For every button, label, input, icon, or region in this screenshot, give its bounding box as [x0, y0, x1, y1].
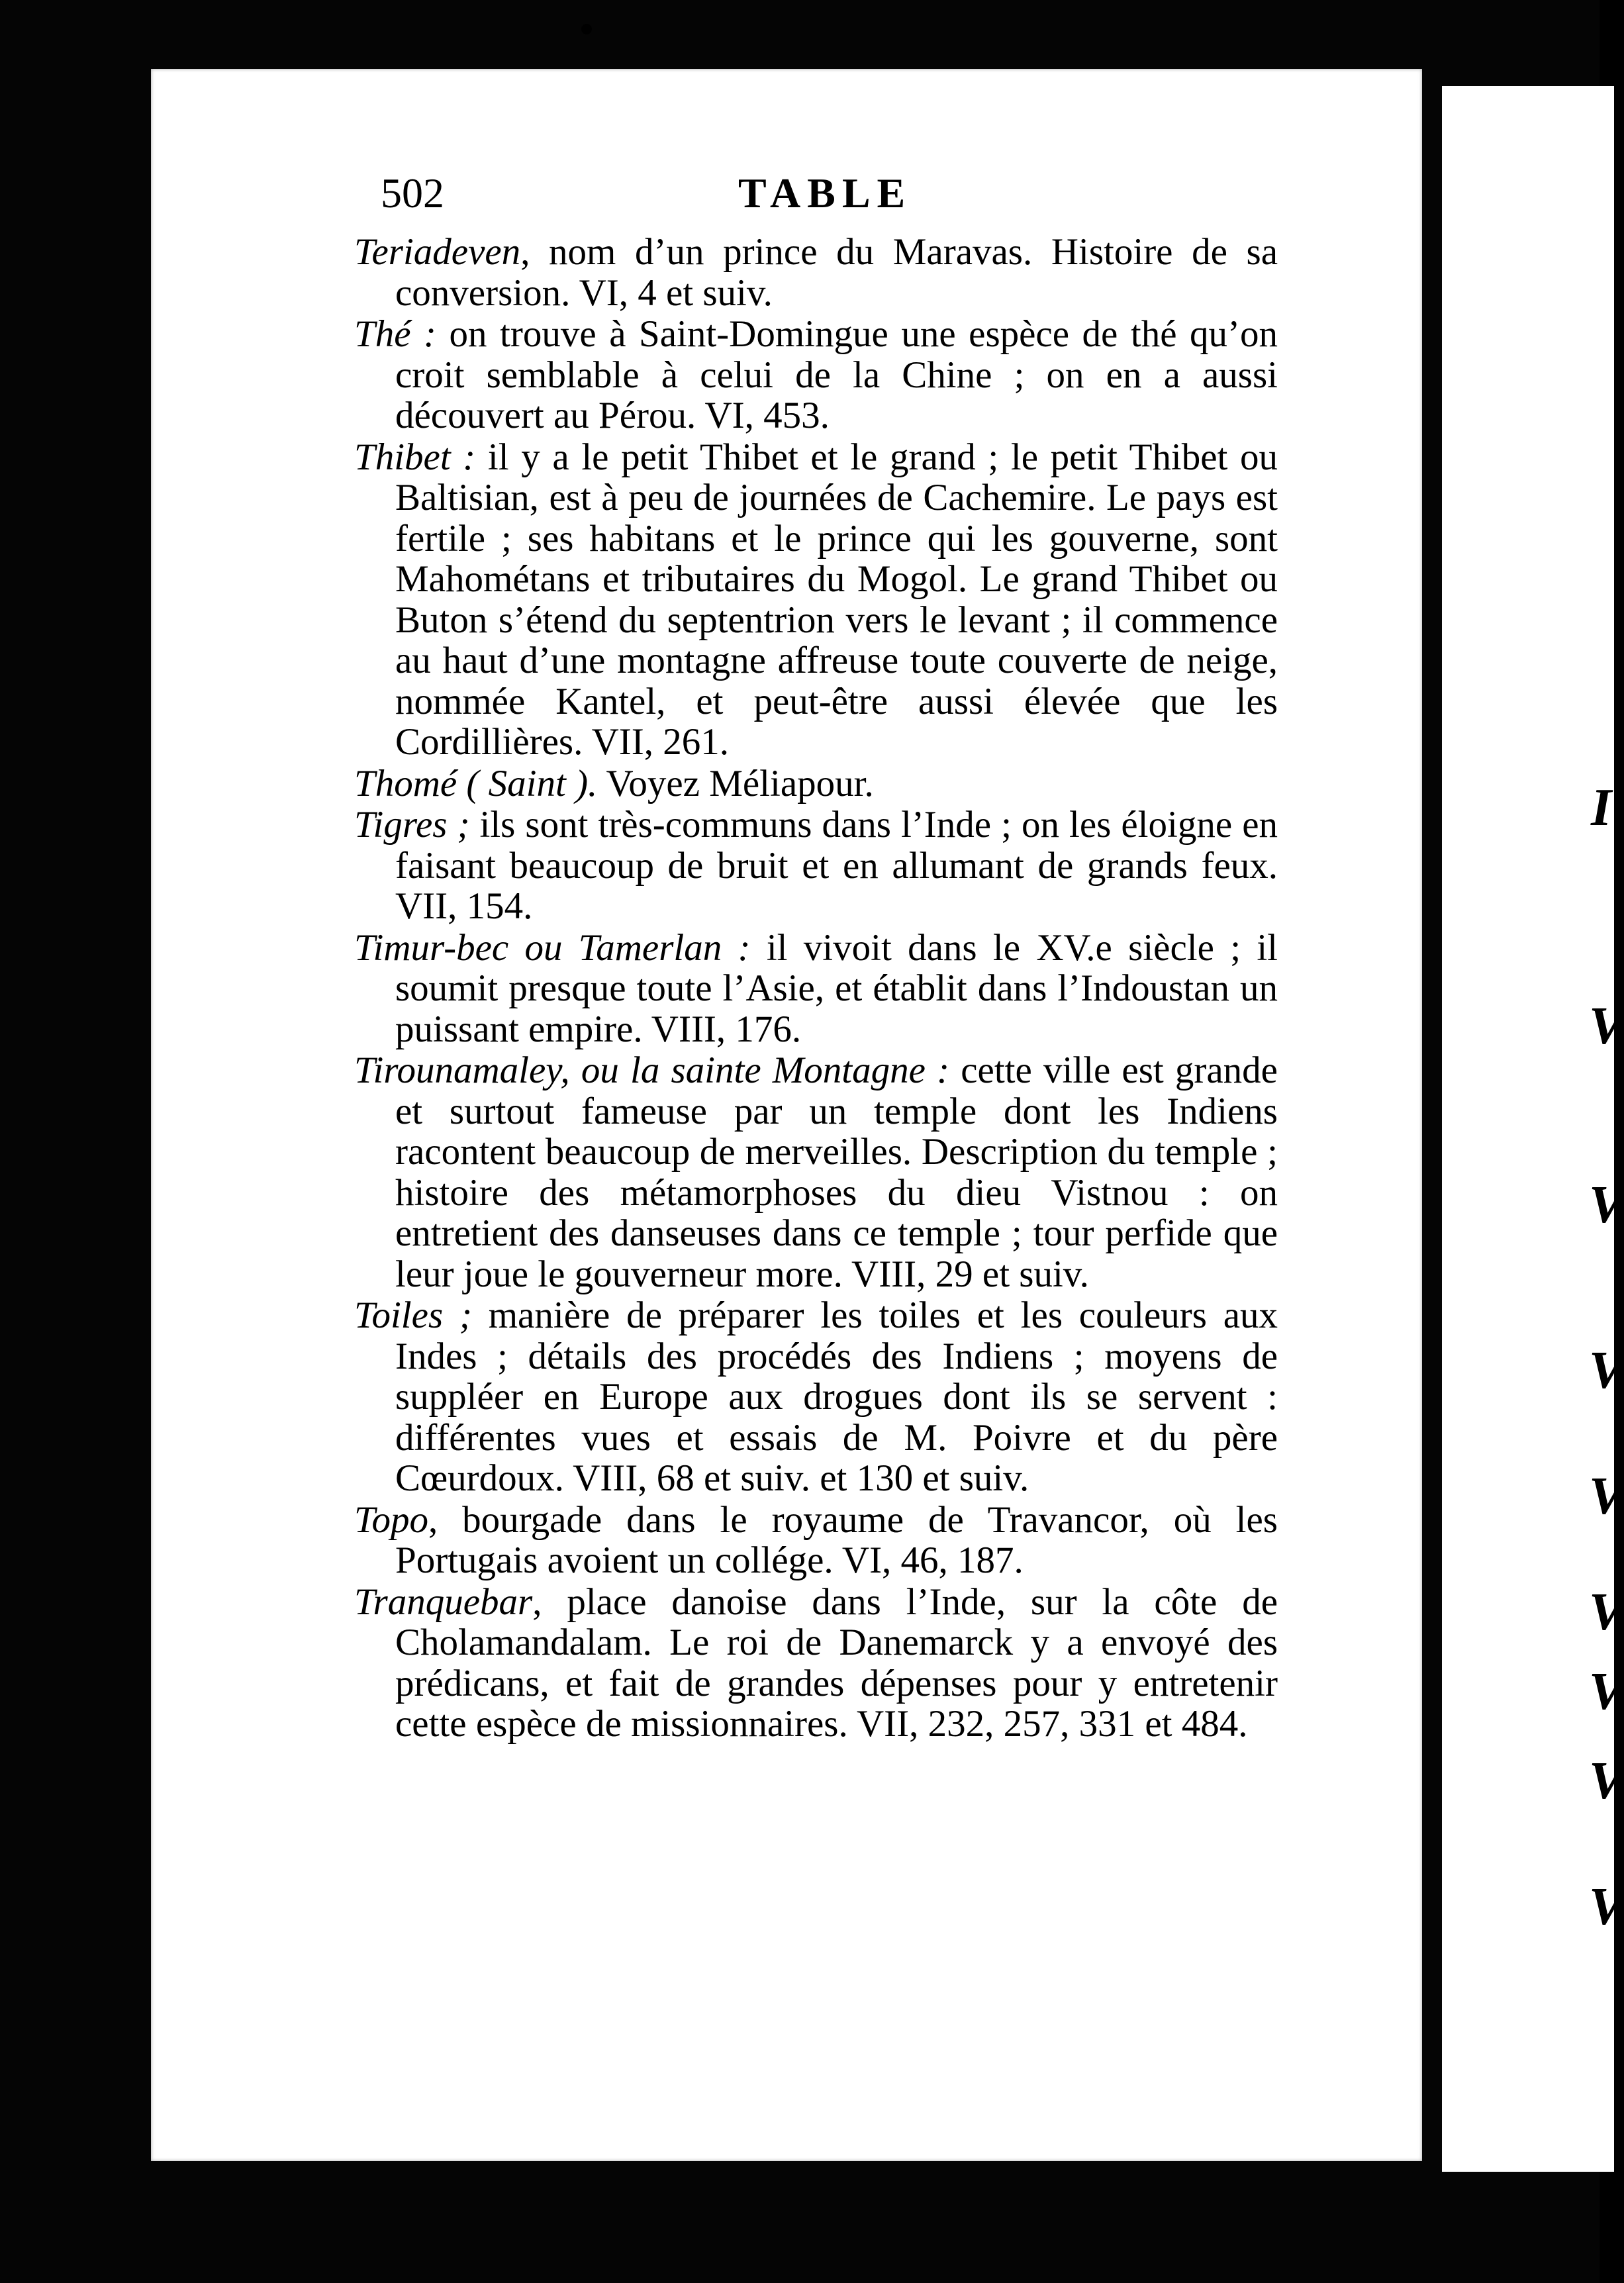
index-entry	[354, 928, 1278, 1050]
entry-term: Tranquebar	[354, 1580, 533, 1623]
scan-speck	[581, 24, 592, 34]
entry-term: Thibet :	[354, 436, 476, 478]
facing-page-fragment: V	[1589, 1341, 1624, 1400]
entry-term: Tirounamaley, ou la sainte Montagne :	[354, 1049, 950, 1091]
facing-page-fragment: V	[1589, 1878, 1624, 1936]
facing-page-fragment: V	[1589, 1176, 1624, 1234]
index-entries	[354, 232, 1278, 1745]
index-entry	[354, 1295, 1278, 1499]
entry-text: manière de préparer les toiles et les couleurs aux Indes ; détails des procédés des Indiens ; moyens de suppléer en Europe aux drogues dont ils se servent : différentes vues et essais de M. Poivre et du père Cœurdoux. VIII, 68 et suiv. et 130 et suiv.	[395, 1294, 1278, 1499]
index-entry	[354, 1582, 1278, 1745]
index-entry	[354, 437, 1278, 763]
facing-page-fragment: V	[1589, 1663, 1624, 1721]
facing-page-fragment: V	[1589, 1752, 1624, 1810]
facing-page-fragment: V	[1589, 997, 1624, 1055]
entry-term: Topo	[354, 1498, 428, 1541]
entry-text: ils sont très-communs dans l’Inde ; on les éloigne en faisant beaucoup de bruit et en allumant de grands feux. VII, 154.	[395, 804, 1278, 927]
entry-term: Thomé ( Saint ).	[354, 762, 598, 804]
entry-term: Thé :	[354, 313, 437, 355]
index-entry	[354, 232, 1278, 313]
entry-text: il y a le petit Thibet et le grand ; le petit Thibet ou Baltisian, est à peu de journées de Cachemire. Le pays est fertile ; ses habitans et le prince qui les gouverne, sont Mahométans et tributaires du Mogol. Le grand Thibet ou Buton s’étend du septentrion vers le levant ; il commence au haut d’une montagne affreuse toute couverte de neige, nommée Kantel, et peut-être aussi élevée que les Cordillières. VII, 261.	[395, 436, 1278, 763]
index-entry	[354, 314, 1278, 436]
index-entry	[354, 1500, 1278, 1581]
entry-text: cette ville est grande et surtout fameuse par un temple dont les Indiens racontent beaucoup de merveilles. Description du temple ; histoire des métamorphoses du dieu Vistnou : on entretient des danseuses dans ce temple ; tour perfide que leur joue le gouverneur more. VIII, 29 et suiv.	[395, 1049, 1278, 1295]
entry-term: Tigres ;	[354, 804, 470, 846]
entry-text: , bourgade dans le royaume de Travancor, où les Portugais avoient un collége. VI, 46, 187.	[395, 1498, 1278, 1581]
page-number: 502	[381, 170, 444, 217]
facing-page-fragment: V	[1589, 1467, 1624, 1526]
facing-page-fragment: V	[1589, 1583, 1624, 1641]
entry-text: , nom d’un prince du Maravas. Histoire de sa conversion. VI, 4 et suiv.	[395, 231, 1278, 314]
facing-page-edge	[1442, 86, 1624, 2172]
entry-text: , place danoise dans l’Inde, sur la côte de Cholamandalam. Le roi de Danemarck y a envoyé des prédicans, et fait de grandes dépenses pour y entretenir cette espèce de missionnaires. VII, 232, 257, 331 et 484.	[395, 1580, 1278, 1745]
running-title: TABLE	[738, 170, 912, 217]
facing-page-fragment: I	[1591, 779, 1612, 837]
entry-term: Toiles ;	[354, 1294, 472, 1336]
entry-text: il vivoit dans le XV.e siècle ; il soumit presque toute l’Asie, et établit dans l’Indoustan un puissant empire. VIII, 176.	[395, 926, 1278, 1050]
index-entry	[354, 804, 1278, 927]
index-entry	[354, 763, 1278, 804]
entry-text: Voyez Méliapour.	[597, 762, 874, 804]
page-header	[381, 169, 1241, 228]
entry-text: on trouve à Saint-Domingue une espèce de thé qu’on croit semblable à celui de la Chine ; on en a aussi découvert au Pérou. VI, 453.	[395, 313, 1278, 436]
entry-term: Timur-bec ou Tamerlan :	[354, 926, 751, 969]
index-entry	[354, 1050, 1278, 1294]
entry-term: Teriadeven	[354, 231, 521, 273]
